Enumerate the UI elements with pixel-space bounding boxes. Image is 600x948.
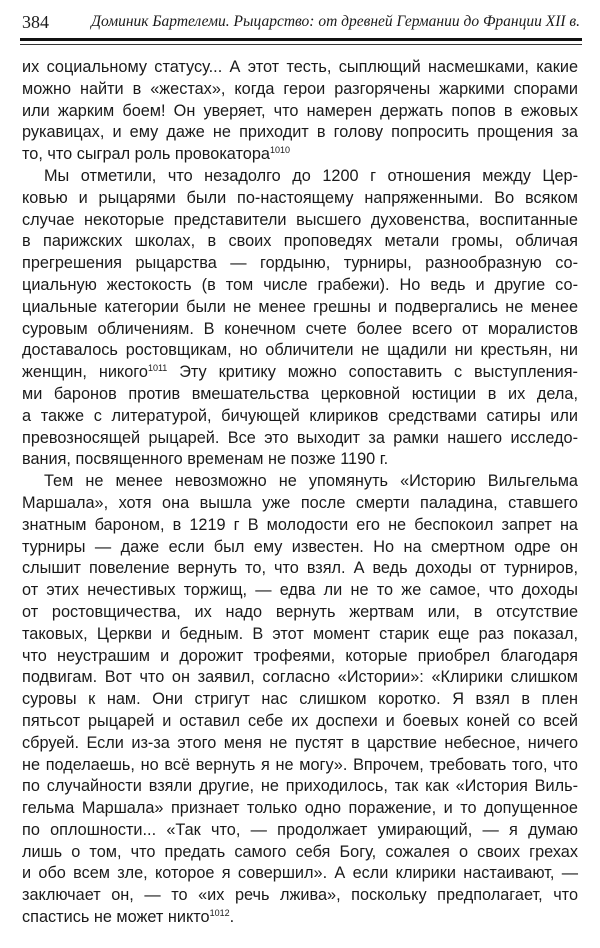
text-line	[22, 493, 578, 515]
text-segment: пятьсот рыцарей и оставил себе их доспехи и боевых коней со всей	[22, 711, 578, 730]
text-line	[22, 580, 578, 602]
text-line	[22, 842, 578, 864]
footnote-ref: 1010	[269, 145, 290, 156]
text-segment: циальные категории были не менее грешны и подвергались не менее	[22, 297, 578, 316]
text-segment: таковых, Церкви и бедным. В этот момент старик еще раз показал,	[22, 624, 578, 643]
text-line	[22, 57, 578, 79]
text-segment: вания, посвященного временам не позже 1190 г.	[22, 450, 389, 469]
text-line	[22, 340, 578, 362]
text-segment: суровым обличениям. В конечном счете более всего от моралистов	[22, 319, 578, 338]
text-line	[22, 449, 578, 471]
text-line	[22, 863, 578, 885]
paragraph	[22, 471, 578, 929]
header-rule-thick	[20, 38, 582, 41]
text-line	[22, 166, 578, 188]
text-segment: случае некоторые представители высшего духовенства, воспитанные	[22, 210, 578, 229]
text-line	[22, 101, 578, 123]
text-line	[22, 907, 578, 929]
text-line	[22, 471, 578, 493]
text-segment: в парижских школах, в своих проповедях метали громы, обличая	[22, 232, 578, 251]
text-line	[22, 798, 578, 820]
text-segment: и обо всем зле, которое я совершил». А если клирики настаивают, —	[22, 864, 578, 883]
text-line	[22, 384, 578, 406]
text-segment: Маршала», хотя она вышла уже после смерти паладина, ставшего	[22, 493, 578, 512]
text-segment: знатным бароном, в 1219 г В молодости его не беспокоил запрет на	[22, 515, 578, 534]
text-segment: а также с литературой, бичующей клириков средствами сатиры или	[22, 406, 578, 425]
text-line	[22, 885, 578, 907]
text-line	[22, 144, 578, 166]
text-segment: спастись не может никто	[22, 908, 210, 927]
text-line	[22, 515, 578, 537]
text-segment: ми баронов против вмешательства церковной юстиции в их дела,	[22, 384, 578, 403]
text-segment: что неустрашим и дорожит трофеями, которые приобрел благодаря	[22, 646, 578, 665]
text-line	[22, 79, 578, 101]
text-segment: циальную жестокость (в том числе грабежи). Но ведь и другие со-	[22, 275, 578, 294]
paragraph	[22, 57, 578, 166]
text-segment: лишь о том, что предать самого себя Богу, сожалея о своих грехах	[22, 842, 578, 861]
text-segment: от ростовщичества, их надо вернуть жертвам или, в отсутствие	[22, 602, 578, 621]
text-line	[22, 602, 578, 624]
text-segment: по оплошности... «Так что, — продолжает умирающий, — я думаю	[22, 820, 578, 839]
footnote-ref: 1012	[209, 908, 230, 919]
text-segment: заключает он, — то «их речь лжива», поскольку предполагает, что	[22, 886, 578, 905]
text-line	[22, 558, 578, 580]
text-line	[22, 122, 578, 144]
text-line	[22, 537, 578, 559]
text-segment: доставалось ростовщикам, но обличители не щадили ни крестьян, ни	[22, 341, 578, 360]
text-segment: суровы к нам. Они стригут нас слишком коротко. Я взял в плен	[22, 690, 578, 709]
text-segment: Тем не менее невозможно не упомянуть «Историю Вильгельма	[44, 472, 578, 491]
text-line	[22, 297, 578, 319]
body-text	[22, 57, 578, 929]
text-segment: подвигам. Вот что он заявил, согласно «Истории»: «Клирики слишком	[22, 668, 578, 687]
text-line	[22, 820, 578, 842]
text-line	[22, 428, 578, 450]
text-line	[22, 275, 578, 297]
text-segment: гельма Маршала» признает только одно поражение, и то допущенное	[22, 799, 578, 818]
text-segment: сбруей. Если из-за этого меня не пустят в царствие небесное, ничего	[22, 733, 578, 752]
page-number: 384	[22, 12, 49, 32]
running-title: Доминик Бартелеми. Рыцарство: от древней Германии до Франции XII в.	[91, 13, 580, 30]
text-segment: турниры — даже если был ему известен. Но на смертном одре он	[22, 537, 578, 556]
text-segment: не поделаешь, но всё вернуть я не могу». Впрочем, требовать того, что	[22, 755, 578, 774]
text-segment: можно найти в «жестах», когда герои разгорячены жаркими спорами	[22, 79, 578, 98]
text-segment: превозносящей рыцарей. Все это выходит за рамки нашего исследо-	[22, 428, 578, 447]
text-line	[22, 253, 578, 275]
text-segment: ковью и рыцарями были по-настоящему напряженными. Во всяком	[22, 188, 578, 207]
text-segment: их социальному статусу... А этот тесть, сыплющий насмешками, какие	[22, 58, 578, 76]
text-line	[22, 210, 578, 232]
paragraph	[22, 166, 578, 471]
text-segment: женщин, никого	[22, 363, 148, 382]
text-segment: то, что сыграл роль провокатора	[22, 145, 270, 164]
text-segment: от этих нечестивых торжищ, — едва ли не то же самое, что доходы	[22, 581, 578, 600]
text-line	[22, 711, 578, 733]
running-header	[22, 8, 580, 36]
header-rule-thin	[20, 44, 582, 45]
text-line	[22, 733, 578, 755]
text-line	[22, 362, 578, 384]
text-line	[22, 689, 578, 711]
text-line	[22, 188, 578, 210]
text-segment: по случайности взяли другие, не приходилось, так как «История Виль-	[22, 777, 578, 796]
text-segment: Эту критику можно сопоставить с выступления-	[167, 363, 578, 382]
text-segment: или жарким боем! Он уверяет, что намерен держать попов в ежовых	[22, 101, 578, 120]
text-line	[22, 646, 578, 668]
text-segment: рукавицах, и ему даже не приходит в голову попросить прощения за	[22, 123, 578, 142]
text-segment: слышит повеление вернуть то, что взял. А ведь доходы от турниров,	[22, 559, 578, 578]
text-line	[22, 406, 578, 428]
text-segment: Мы отметили, что незадолго до 1200 г отношения между Цер-	[44, 166, 578, 185]
text-line	[22, 755, 578, 777]
text-line	[22, 231, 578, 253]
text-line	[22, 776, 578, 798]
text-line	[22, 667, 578, 689]
footnote-ref: 1011	[147, 363, 168, 374]
text-segment: прегрешения рыцарства — гордыню, турниры, разнообразную со-	[22, 254, 578, 273]
text-line	[22, 319, 578, 341]
text-segment: .	[229, 908, 235, 927]
text-line	[22, 624, 578, 646]
